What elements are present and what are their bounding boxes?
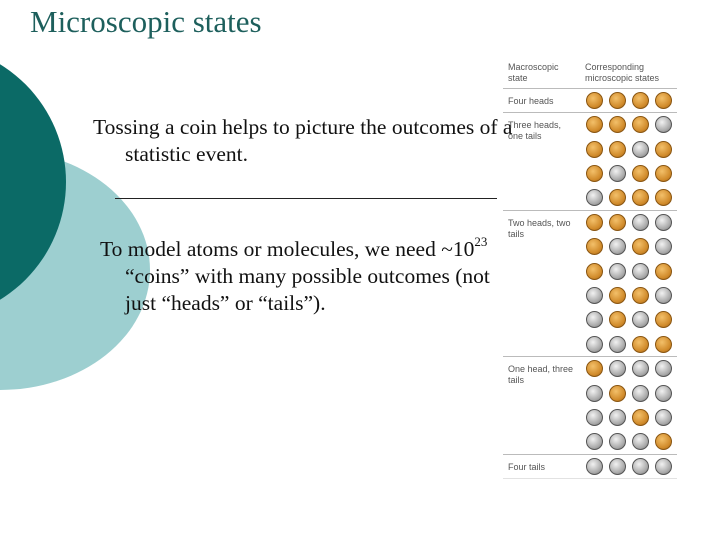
coin-tails-icon [586,458,603,475]
coin-tails-icon [632,458,649,475]
coin-heads-icon [586,165,603,182]
coin-heads-icon [609,311,626,328]
coin-tails-icon [609,458,626,475]
coin-heads-icon [586,92,603,109]
coin-heads-icon [632,409,649,426]
coin-heads-icon [655,263,672,280]
coin-heads-icon [655,311,672,328]
coin-tails-icon [632,311,649,328]
coin-states-table [503,56,677,498]
coin-heads-icon [586,116,603,133]
coin-tails-icon [655,116,672,133]
coin-heads-icon [655,189,672,206]
coin-tails-icon [586,409,603,426]
macro-state-label: Two heads, two tails [508,218,571,239]
paragraph-molecules-prefix: To model atoms or molecules, we need ~10 [100,237,475,261]
coin-heads-icon [632,92,649,109]
coin-heads-icon [609,214,626,231]
coin-heads-icon [655,433,672,450]
macro-state-label: Four heads [508,96,554,106]
coin-tails-icon [586,433,603,450]
coin-tails-icon [609,263,626,280]
coin-tails-icon [586,385,603,402]
coin-heads-icon [586,263,603,280]
coin-heads-icon [586,141,603,158]
coin-heads-icon [632,189,649,206]
coin-tails-icon [586,287,603,304]
coin-tails-icon [655,409,672,426]
paragraph-coin-toss: Tossing a coin helps to picture the outcomes of a statistic event. [93,115,513,166]
coin-heads-icon [632,165,649,182]
coin-tails-icon [609,433,626,450]
exponent: 23 [474,234,488,249]
coin-tails-icon [655,214,672,231]
coin-tails-icon [609,238,626,255]
coin-heads-icon [609,116,626,133]
coin-tails-icon [609,360,626,377]
coin-heads-icon [609,189,626,206]
macro-state-label: Three heads, one tails [508,120,562,142]
coin-heads-icon [609,385,626,402]
divider-line [115,198,497,199]
coin-tails-icon [586,189,603,206]
coin-heads-icon [609,287,626,304]
coin-tails-icon [586,311,603,328]
slide-title: Microscopic states [30,4,262,39]
paragraph-molecules-suffix: “coins” with many possible outcomes (not just “heads” or “tails”). [125,264,490,315]
header-microscopic-states: Corresponding microscopic states [585,62,660,83]
macro-state-label: One head, three tails [508,364,574,386]
coin-heads-icon [655,92,672,109]
coin-tails-icon [609,409,626,426]
coin-heads-icon [586,238,603,255]
macro-state-label: Four tails [508,462,546,472]
table-divider [503,88,677,89]
coin-heads-icon [609,92,626,109]
coin-tails-icon [632,141,649,158]
coin-heads-icon [632,336,649,353]
coin-heads-icon [655,165,672,182]
coin-tails-icon [609,165,626,182]
coin-tails-icon [632,433,649,450]
coin-tails-icon [655,238,672,255]
coin-heads-icon [586,214,603,231]
coin-heads-icon [632,238,649,255]
coin-heads-icon [609,141,626,158]
coin-tails-icon [655,458,672,475]
coin-heads-icon [632,116,649,133]
coin-heads-icon [655,336,672,353]
header-macroscopic-state: Macroscopic state [508,62,559,83]
coin-tails-icon [655,385,672,402]
table-divider [503,356,677,357]
paragraph-molecules [100,236,525,317]
coin-tails-icon [609,336,626,353]
coin-heads-icon [632,287,649,304]
table-divider [503,454,677,455]
coin-tails-icon [655,287,672,304]
table-divider [503,112,677,113]
coin-tails-icon [632,385,649,402]
table-divider [503,478,677,479]
coin-tails-icon [632,263,649,280]
table-divider [503,210,677,211]
coin-tails-icon [655,360,672,377]
coin-heads-icon [655,141,672,158]
coin-tails-icon [632,360,649,377]
coin-heads-icon [586,360,603,377]
coin-tails-icon [586,336,603,353]
coin-tails-icon [632,214,649,231]
